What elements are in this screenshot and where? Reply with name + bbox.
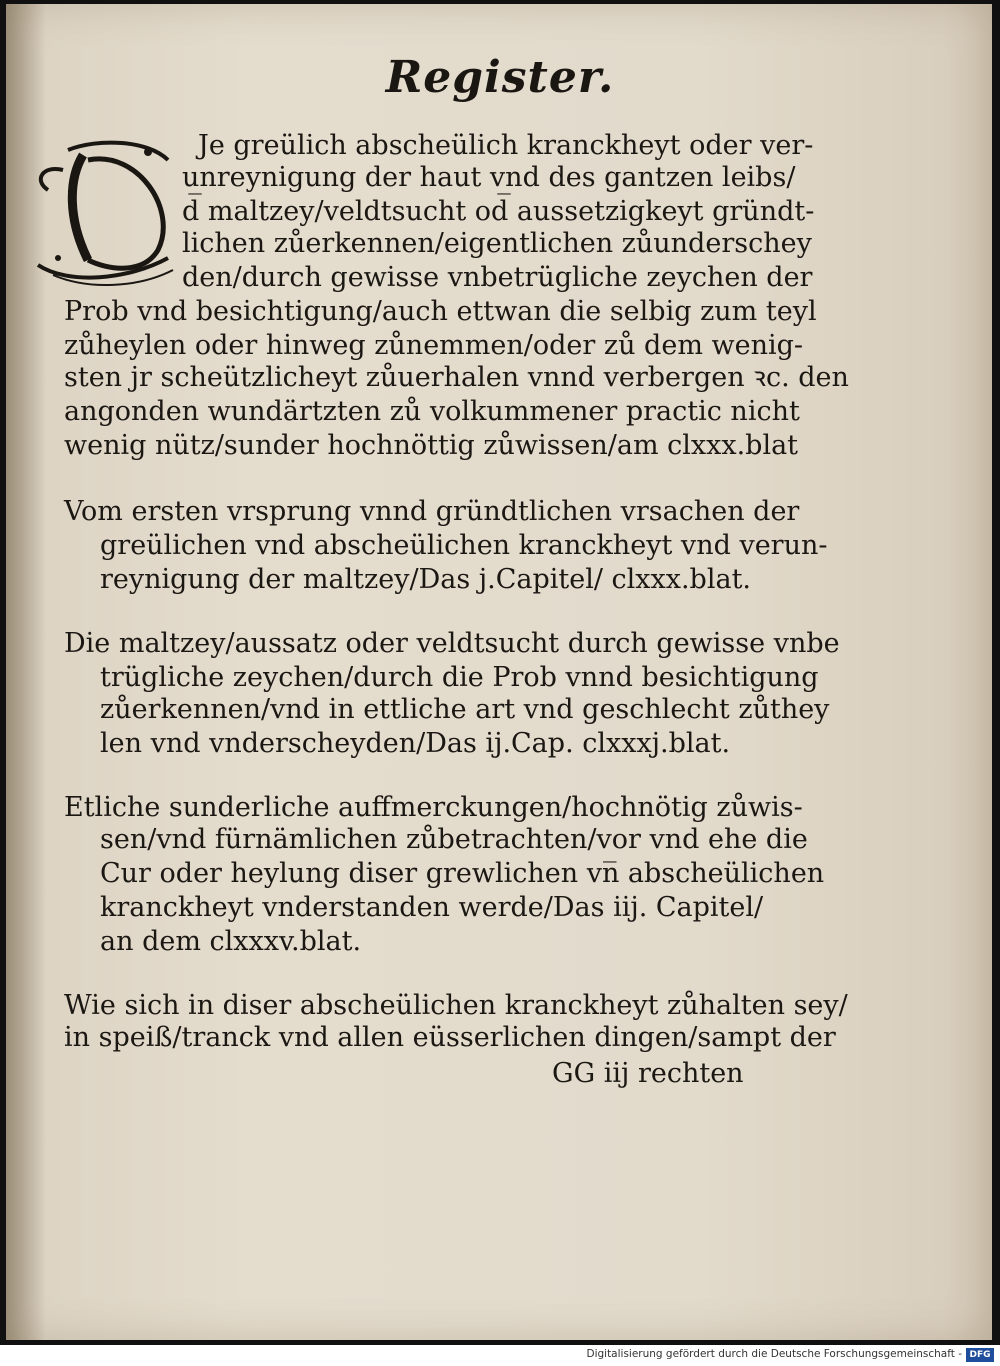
text-line: Die maltzey/aussatz oder veldtsucht durch gewisse vnbe xyxy=(64,628,840,659)
text-line: sen/vnd fürnämlichen zůbetrachten/vor vnd ehe die xyxy=(100,824,808,855)
footer-credit: Digitalisierung gefördert durch die Deutsche Forschungsgemeinschaft - xyxy=(586,1348,962,1360)
page-heading: Register. xyxy=(385,52,615,103)
text-line: len vnd vnderscheyden/Das ij.Cap. clxxxj.blat. xyxy=(100,728,731,759)
text-line: reynigung der maltzey/Das j.Capitel/ clxxx.blat. xyxy=(100,564,752,595)
catchword-line: GG iij rechten xyxy=(552,1058,744,1089)
text-line: Cur oder heylung diser grewlichen vn̅ abscheülichen xyxy=(100,858,825,889)
text-line: greülichen vnd abscheülichen kranckheyt vnd verun- xyxy=(100,530,828,561)
text-line: Vom ersten vrsprung vnnd gründtlichen vrsachen der xyxy=(64,496,800,527)
text-line: sten jr scheützlicheyt zůuerhalen vnnd verbergen ꝛc. den xyxy=(64,362,849,393)
text-line: kranckheyt vnderstanden werde/Das iij. Capitel/ xyxy=(100,892,764,923)
text-line: zůheylen oder hinweg zůnemmen/oder zů dem wenig- xyxy=(64,330,804,361)
text-line: Etliche sunderliche auffmerckungen/hochnötig zůwis- xyxy=(64,792,803,823)
text-line: Je greülich abscheülich kranckheyt oder ver- xyxy=(198,130,814,161)
decorated-initial-d xyxy=(28,130,178,290)
text-line: den/durch gewisse vnbetrügliche zeychen der xyxy=(182,262,813,293)
text-line: in speiß/tranck vnd allen eüsserlichen dingen/sampt der xyxy=(64,1022,836,1053)
text-line: Wie sich in diser abscheülichen kranckheyt zůhalten sey/ xyxy=(64,990,848,1021)
dfg-logo: DFG xyxy=(966,1348,994,1362)
text-line: lichen zůerkennen/eigentlichen zůunderschey xyxy=(182,228,812,259)
text-line: angonden wundärtzten zů volkummener practic nicht xyxy=(64,396,800,427)
text-line: wenig nütz/sunder hochnöttig zůwissen/am clxxx.blat xyxy=(64,430,799,461)
footer-bar xyxy=(0,1345,1000,1366)
text-line: unreynigung der haut vnd des gantzen leibs/ xyxy=(182,162,796,193)
text-line: an dem clxxxv.blat. xyxy=(100,926,362,957)
text-line: d̅ maltzey/veldtsucht od̅ aussetzigkeyt gründt- xyxy=(182,196,815,227)
text-line: zůerkennen/vnd in ettliche art vnd geschlecht zůthey xyxy=(100,694,830,725)
text-line: trügliche zeychen/durch die Prob vnnd besichtigung xyxy=(100,662,819,693)
text-line: Prob vnd besichtigung/auch ettwan die selbig zum teyl xyxy=(64,296,817,327)
